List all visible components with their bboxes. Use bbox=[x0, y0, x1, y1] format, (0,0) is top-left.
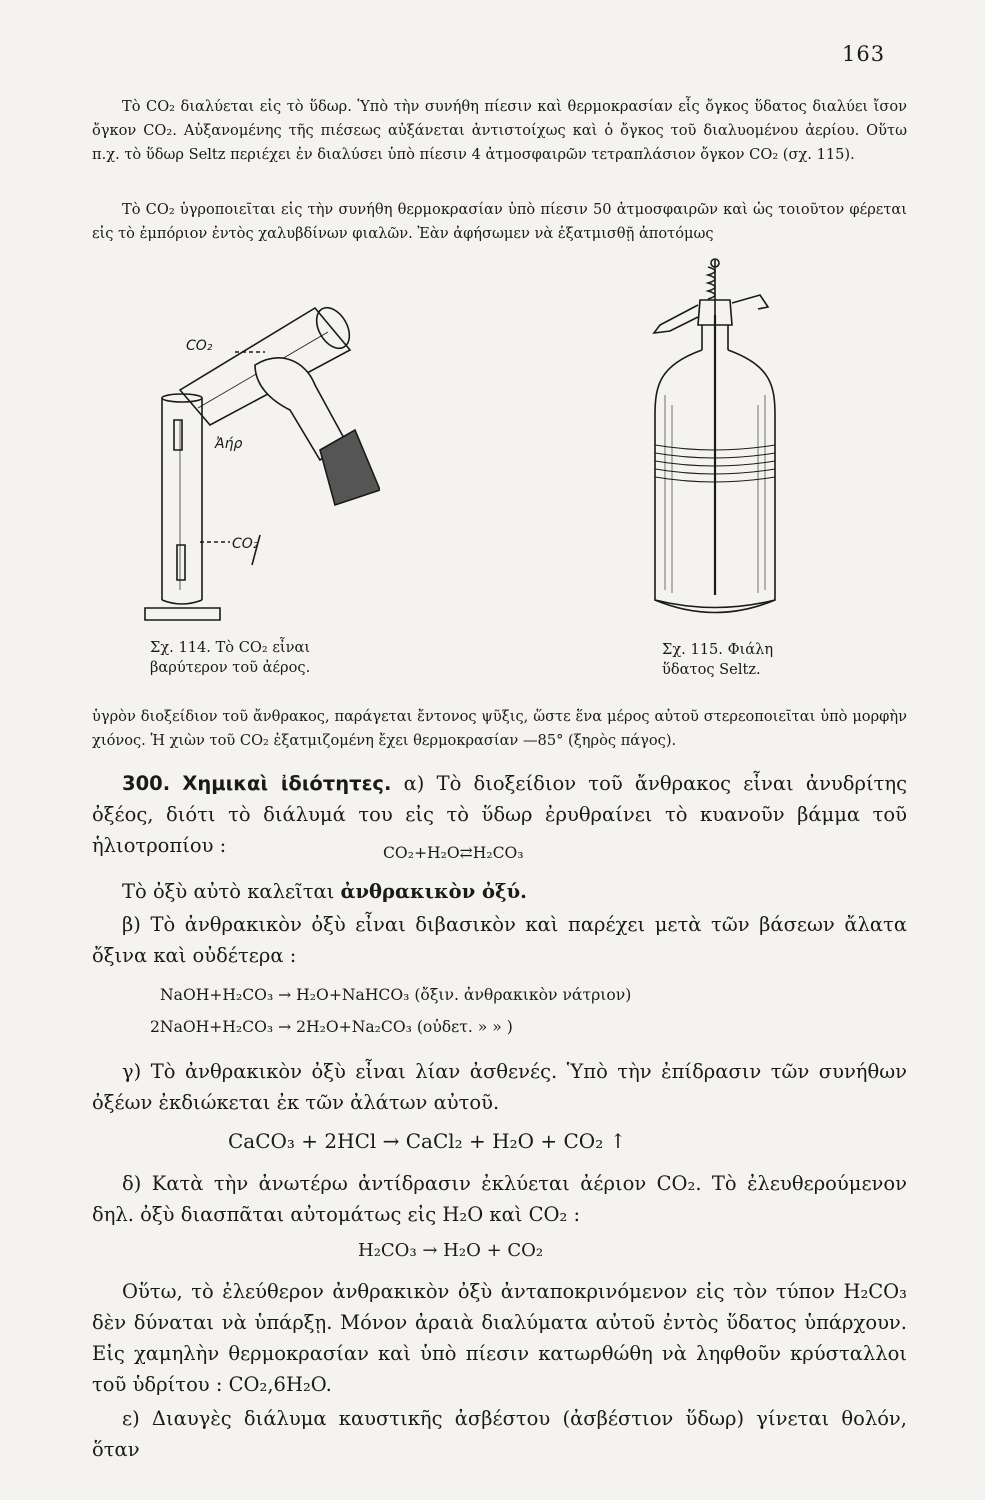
section-title: Χημικαὶ ἰδιότητες. bbox=[182, 772, 392, 795]
acid-name-line bbox=[92, 876, 907, 907]
label-air: Ἀήρ bbox=[215, 436, 243, 452]
caption-fig-114-line2: βαρύτερον τοῦ ἀέρος. bbox=[150, 659, 311, 676]
paragraph-co2-solubility: Τὸ CO₂ διαλύεται εἰς τὸ ὕδωρ. Ὑπὸ τὴν συνήθη πίεσιν καὶ θερμοκρασίαν εἷς ὄγκος ὕδατος διαλύει ἴσον ὄγκον CO₂. Αὐξανομένης τῆς πιέσεως αὐξάνεται ἀντιστοίχως καὶ ὁ ὄγκος τοῦ διαλυομένου ἀερίου. Οὕτω π.χ. τὸ ὕδωρ Seltz περιέχει ἐν διαλύσει ὑπὸ πίεσιν 4 ἀτμοσφαιρῶν τετραπλάσιον ὄγκον CO₂ (σχ. 115). bbox=[92, 98, 907, 163]
label-co2-bottom: CO₂ bbox=[232, 536, 259, 552]
equation-naoh-acid-salt: NaOH+H₂CO₃ → H₂O+NaHCO₃ (ὄξιν. ἀνθρακικὸν νάτριον) bbox=[160, 986, 632, 1004]
caption-fig-115-line1: Σχ. 115. Φιάλη bbox=[662, 641, 774, 658]
caption-fig-114-line1: Σχ. 114. Τὸ CO₂ εἶναι bbox=[150, 639, 311, 656]
caption-fig-114 bbox=[150, 638, 310, 678]
caption-fig-115 bbox=[662, 640, 773, 680]
section-text-a: α) Τὸ διοξείδιον τοῦ ἄνθρακος εἶναι ἀνυδρίτης ὀξέος, διότι τὸ διάλυμά του εἰς τὸ ὕδωρ ἐρυθραίνει τὸ κυανοῦν βάμμα τοῦ ἡλιοτροπίου : bbox=[92, 772, 908, 857]
paragraph-dry-ice: ὑγρὸν διοξείδιον τοῦ ἄνθρακος, παράγεται ἔντονος ψῦξις, ὥστε ἕνα μέρος αὐτοῦ στερεοποιεῖται ὑπὸ μορφὴν χιόνος. Ἡ χιὼν τοῦ CO₂ ἐξατμιζομένη ἔχει θερμοκρασίαν —85° (ξηρὸς πάγος). bbox=[92, 708, 907, 749]
acid-name-prefix: Τὸ ὀξὺ αὐτὸ καλεῖται bbox=[122, 880, 335, 903]
paragraph-co2-liquefaction: Τὸ CO₂ ὑγροποιεῖται εἰς τὴν συνήθη θερμοκρασίαν ὑπὸ πίεσιν 50 ἀτμοσφαιρῶν καὶ ὡς τοιοῦτον φέρεται εἰς τὸ ἐμπόριον ἐντὸς χαλυβδίνων φιαλῶν. Ἐὰν ἀφήσωμεν νὰ ἐξατμισθῇ ἀποτόμως bbox=[92, 201, 907, 242]
caption-fig-115-line2: ὕδατος Seltz. bbox=[662, 661, 761, 678]
label-co2-top: CO₂ bbox=[186, 338, 213, 354]
acid-name: ἀνθρακικὸν ὀξύ. bbox=[340, 880, 527, 903]
equation-caco3-hcl: CaCO₃ + 2HCl → CaCl₂ + H₂O + CO₂ ↑ bbox=[228, 1129, 627, 1153]
section-text-b: β) Τὸ ἀνθρακικὸν ὀξὺ εἶναι διβασικὸν καὶ παρέχει μετὰ τῶν βάσεων ἄλατα ὄξινα καὶ οὐδέτερα : bbox=[92, 913, 907, 967]
equation-carbonic-decomposition: H₂CO₃ → H₂O + CO₂ bbox=[358, 1240, 544, 1261]
section-text-d: δ) Κατὰ τὴν ἀνωτέρω ἀντίδρασιν ἐκλύεται ἀέριον CO₂. Τὸ ἐλευθερούμενον δηλ. ὀξὺ διασπᾶται αὐτομάτως εἰς H₂O καὶ CO₂ : bbox=[92, 1172, 907, 1226]
equation-co2-water: CO₂+H₂O⇄H₂CO₃ bbox=[383, 844, 524, 862]
section-text-f: ε) Διαυγὲς διάλυμα καυστικῆς ἀσβέστου (ἀσβέστιον ὕδωρ) γίνεται θολόν, ὅταν bbox=[92, 1407, 907, 1461]
figure-114-cylinder bbox=[140, 290, 380, 635]
figure-115-seltz-bottle bbox=[640, 255, 790, 625]
section-text-e: Οὕτω, τὸ ἐλεύθερον ἀνθρακικὸν ὀξὺ ἀνταποκρινόμενον εἰς τὸν τύπον H₂CO₃ δὲν δύναται νὰ ὑπάρξῃ. Μόνον ἀραιὰ διαλύματα αὐτοῦ ἐντὸς ὕδατος ὑπάρχουν. Εἰς χαμηλὴν θερμοκρασίαν καὶ ὑπὸ πίεσιν κατωρθώθη νὰ ληφθοῦν κρύσταλλοι τοῦ ὑδρίτου : CO₂,6H₂O. bbox=[92, 1280, 907, 1396]
section-number: 300. bbox=[122, 772, 171, 795]
section-text-c: γ) Τὸ ἀνθρακικὸν ὀξὺ εἶναι λίαν ἀσθενές. Ὑπὸ τὴν ἐπίδρασιν τῶν συνήθων ὀξέων ἐκδιώκεται ἐκ τῶν ἀλάτων αὐτοῦ. bbox=[92, 1060, 907, 1114]
page-number: 163 bbox=[842, 42, 886, 66]
equation-naoh-neutral-salt: 2NaOH+H₂CO₃ → 2H₂O+Na₂CO₃ (οὐδετ. » » ) bbox=[150, 1018, 513, 1036]
